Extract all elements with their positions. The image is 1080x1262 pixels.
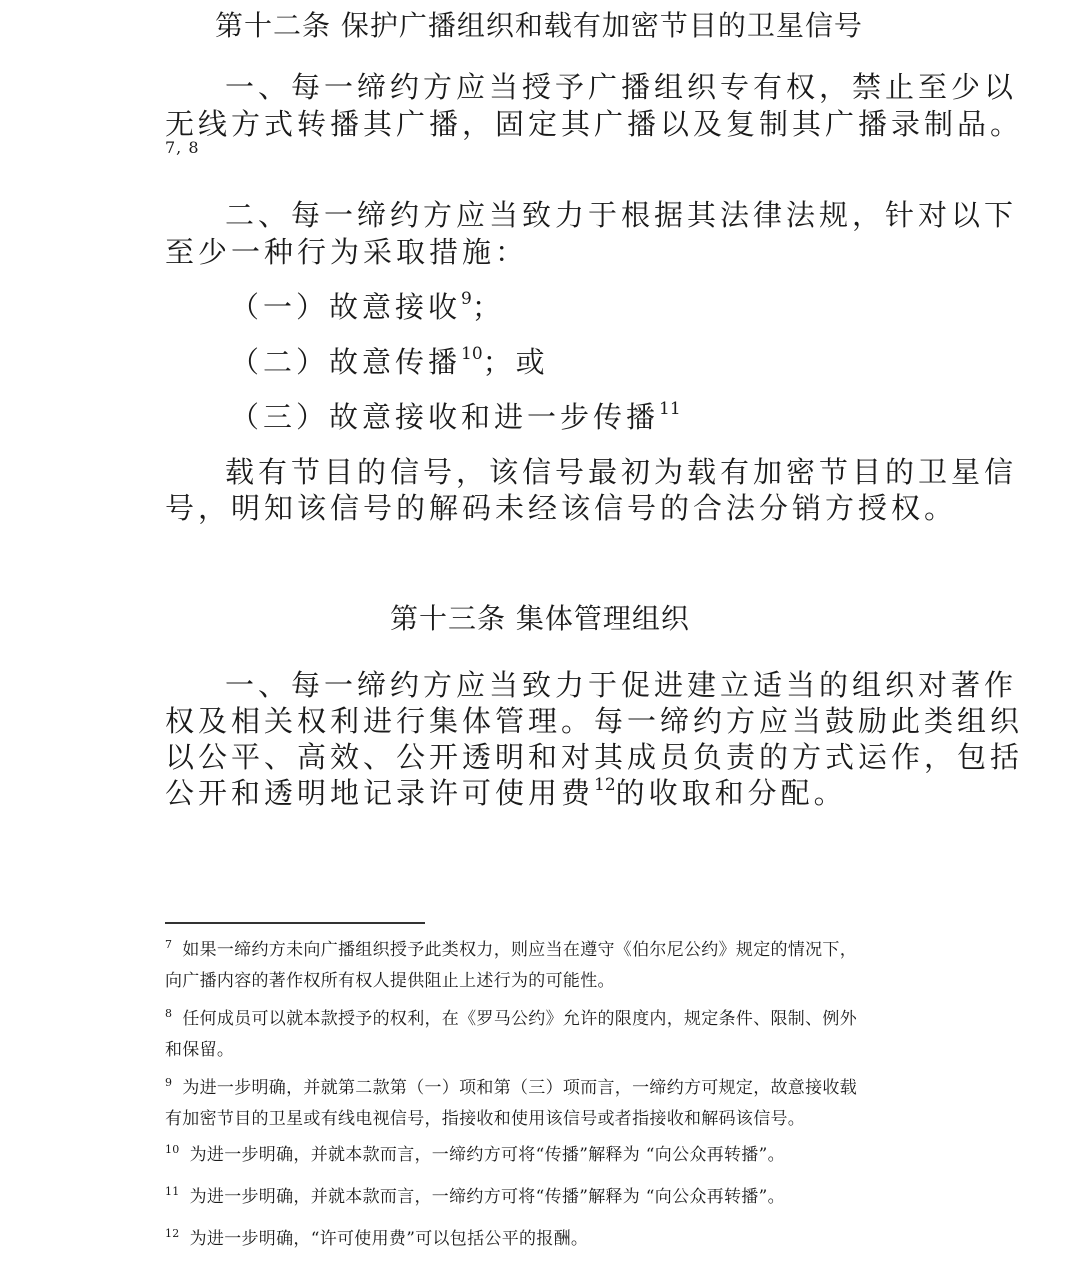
- footnote-9-line1: 为进一步明确，并就第二款第（一）项和第（三）项而言，一缔约方可规定，故意接收载: [182, 1078, 858, 1098]
- article-13-line4-tail: 的收取和分配。: [615, 776, 847, 810]
- footnote-7-line1: 如果一缔约方未向广播组织授予此类权力，则应当在遵守《伯尔尼公约》规定的情况下，: [182, 940, 858, 960]
- list-item-1-tail: ；: [471, 290, 505, 324]
- footnote-9-line2: 有加密节目的卫星或有线电视信号，指接收和使用该信号或者指接收和解码该信号。: [165, 1109, 806, 1129]
- footnote-12-line1: 为进一步明确，“许可使用费”可以包括公平的报酬。: [189, 1229, 589, 1249]
- footnote-number: 8: [165, 1007, 173, 1020]
- footnote-8-line1: 任何成员可以就本款授予的权利，在《罗马公约》允许的限度内，规定条件、限制、例外: [182, 1009, 858, 1029]
- list-item-2-tail: ；或: [482, 345, 549, 379]
- article-13-line4: [165, 771, 847, 812]
- footnote-ref-9: 9: [461, 289, 472, 309]
- footnote-11: [165, 1182, 785, 1207]
- footnote-ref-11: 11: [659, 399, 681, 419]
- list-item-2-text: （二）故意传播: [230, 345, 462, 379]
- footnote-12: [165, 1224, 588, 1249]
- list-item-3-text: （三）故意接收和进一步传播: [230, 400, 660, 434]
- article-13-heading: 第十三条 集体管理组织: [390, 602, 690, 635]
- footnote-8-line2: 和保留。: [165, 1040, 235, 1060]
- footnote-11-line1: 为进一步明确，并就本款而言，一缔约方可将“传播”解释为 “向公众再转播”。: [189, 1187, 785, 1207]
- footnote-ref-12: 12: [594, 775, 616, 795]
- footnote-number: 7: [165, 938, 173, 951]
- footnote-number: 11: [165, 1185, 180, 1198]
- footnote-7-line2: 向广播内容的著作权所有权人提供阻止上述行为的可能性。: [165, 971, 615, 991]
- footnote-number: 9: [165, 1076, 173, 1089]
- footnote-9: [165, 1073, 857, 1129]
- list-item-3: [230, 395, 681, 436]
- article-12-heading: 第十二条 保护广播组织和载有加密节目的卫星信号: [215, 9, 863, 42]
- footnote-ref-10: 10: [461, 344, 483, 364]
- article-12-para3-line2: 号，明知该信号的解码未经该信号的合法分销方授权。: [165, 491, 958, 525]
- article-12-para1-line2: 无线方式转播其广播，固定其广播以及复制其广播录制品。: [165, 107, 1024, 141]
- footnote-10-line1: 为进一步明确，并就本款而言，一缔约方可将“传播”解释为 “向公众再转播”。: [189, 1145, 785, 1165]
- footnote-number: 12: [165, 1227, 180, 1240]
- footnote-8: [165, 1004, 857, 1060]
- list-item-1: [230, 285, 505, 326]
- footnote-refs-7-8: 7, 8: [165, 138, 200, 157]
- list-item-2: [230, 340, 549, 381]
- article-13-line1: 一、每一缔约方应当致力于促进建立适当的组织对著作: [225, 668, 1018, 702]
- article-12-para2-line2: 至少一种行为采取措施：: [165, 235, 529, 269]
- footnote-separator: [165, 922, 425, 924]
- article-12-para2-line1: 二、每一缔约方应当致力于根据其法律法规，针对以下: [225, 198, 1018, 232]
- article-13-line4-text: 公开和透明地记录许可使用费: [165, 776, 595, 810]
- list-item-1-text: （一）故意接收: [230, 290, 462, 324]
- article-12-para1-line1: 一、每一缔约方应当授予广播组织专有权，禁止至少以: [225, 70, 1018, 104]
- footnote-10: [165, 1140, 785, 1165]
- footnote-7: [165, 935, 857, 991]
- article-13-line3: 以公平、高效、公开透明和对其成员负责的方式运作，包括: [165, 740, 1024, 774]
- article-12-para3-line1: 载有节目的信号，该信号最初为载有加密节目的卫星信: [225, 455, 1018, 489]
- footnote-number: 10: [165, 1143, 180, 1156]
- article-13-line2: 权及相关权利进行集体管理。每一缔约方应当鼓励此类组织: [165, 704, 1024, 738]
